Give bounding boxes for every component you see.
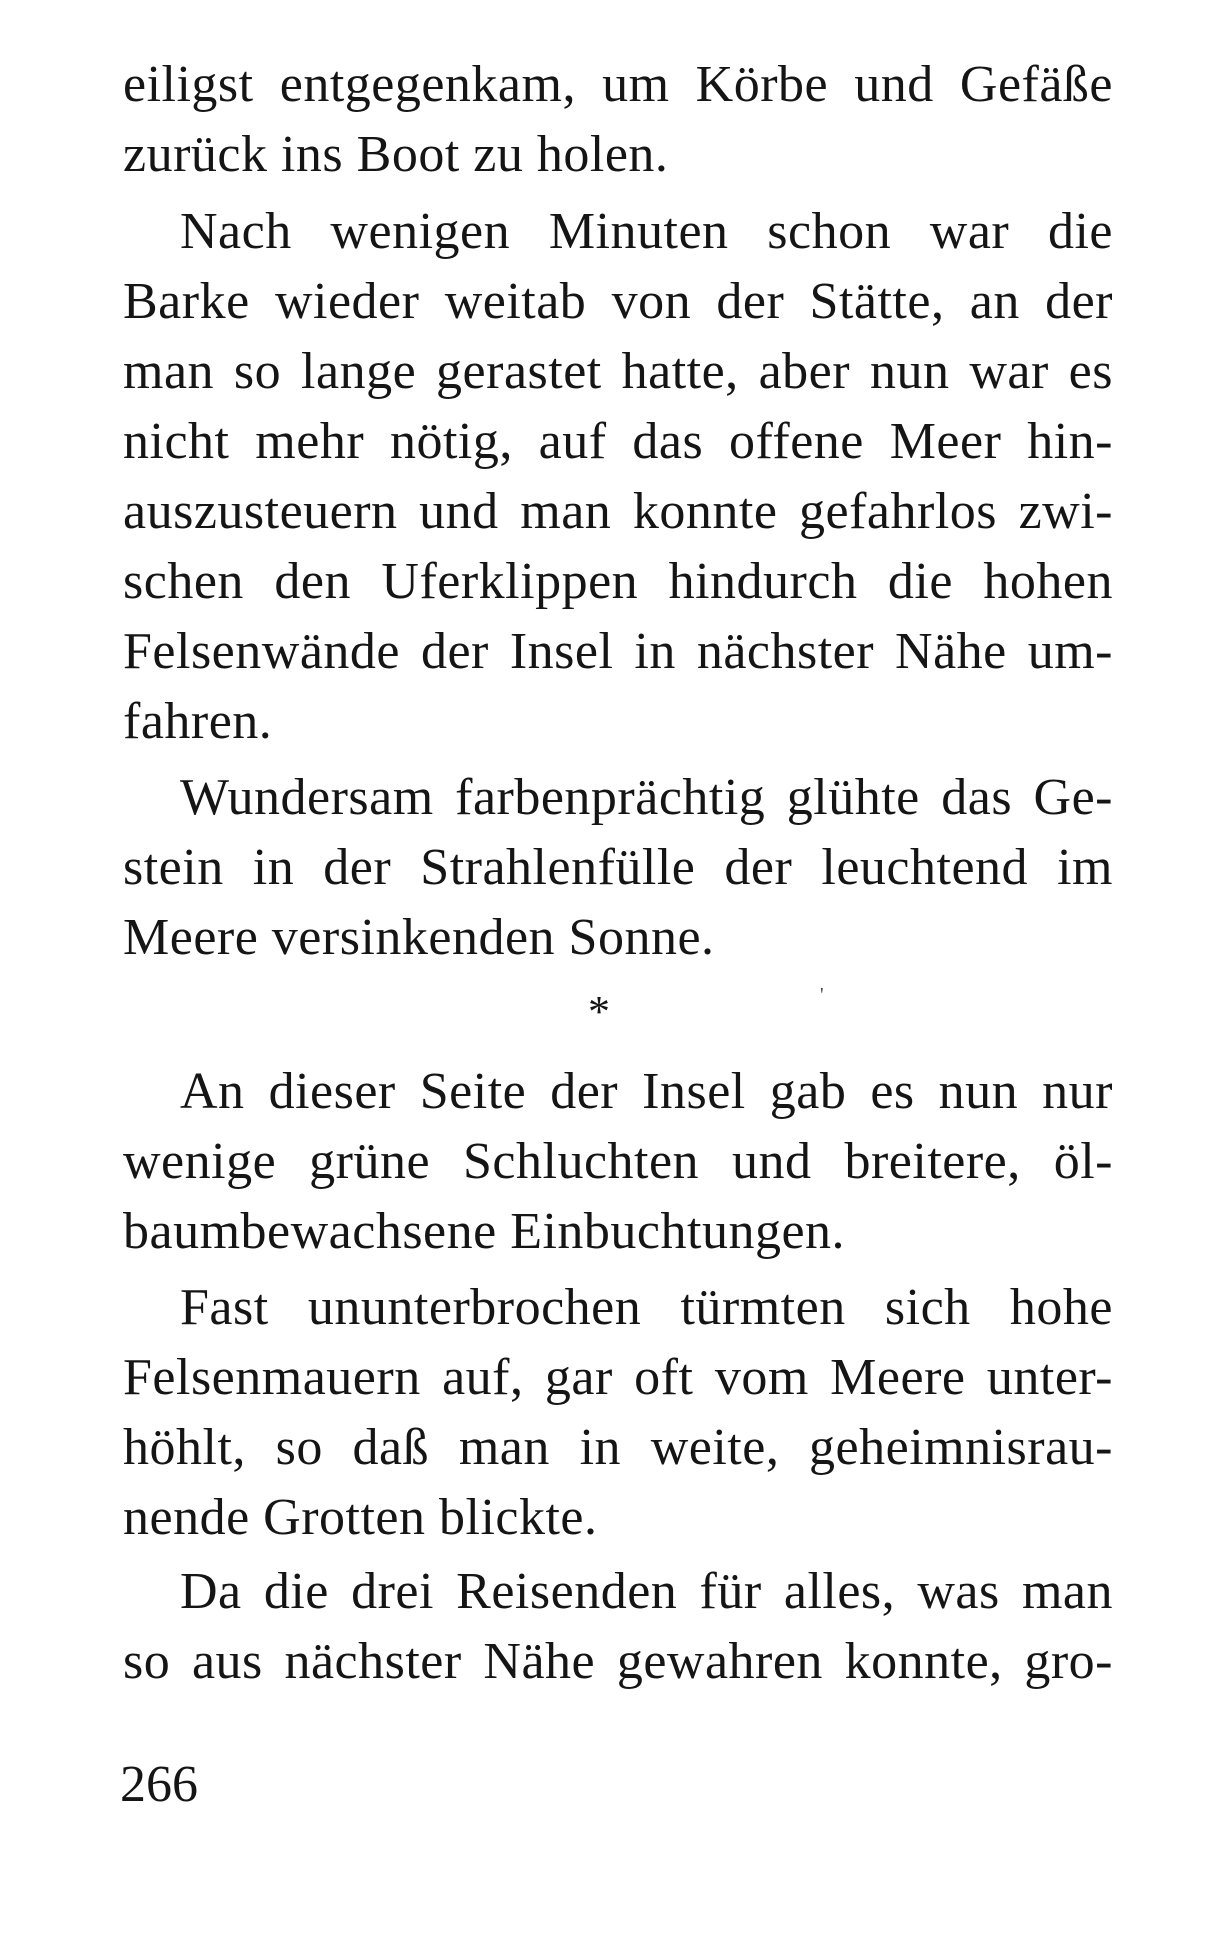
text-line: Nach wenigen Minuten schon war die <box>180 203 1113 260</box>
text-line: baumbewachsene Einbuchtungen. <box>123 1203 846 1260</box>
text-line: Wundersam farbenprächtig glühte das Ge- <box>180 769 1113 826</box>
text-line: fahren. <box>123 693 273 750</box>
section-break-asterisk: * <box>588 987 610 1036</box>
text-line: stein in der Strahlenfülle der leuchtend im <box>123 839 1113 896</box>
text-line: Da die drei Reisenden für alles, was man <box>180 1563 1113 1620</box>
text-line: Felsenwände der Insel in nächster Nähe um- <box>123 623 1113 680</box>
text-line: eiligst entgegenkam, um Körbe und Gefäße <box>123 56 1113 113</box>
text-line: Fast ununterbrochen türmten sich hohe <box>180 1279 1113 1336</box>
text-line: nende Grotten blickte. <box>123 1489 598 1546</box>
page-number: 266 <box>120 1756 198 1813</box>
text-line: Felsenmauern auf, gar oft vom Meere unter- <box>123 1349 1113 1406</box>
text-line: schen den Uferklippen hindurch die hohen <box>123 553 1113 610</box>
print-speck: ' <box>820 984 824 1006</box>
text-line: Meere versinkenden Sonne. <box>123 909 715 966</box>
text-line: man so lange gerastet hatte, aber nun war es <box>123 343 1113 400</box>
text-line: nicht mehr nötig, auf das offene Meer hin- <box>123 413 1113 470</box>
text-line: so aus nächster Nähe gewahren konnte, gro- <box>123 1633 1113 1690</box>
text-line: auszusteuern und man konnte gefahrlos zwi- <box>123 483 1113 540</box>
text-line: zurück ins Boot zu holen. <box>123 126 669 183</box>
text-line: wenige grüne Schluchten und breitere, öl- <box>123 1133 1113 1190</box>
text-line: höhlt, so daß man in weite, geheimnisrau- <box>123 1419 1113 1476</box>
text-line: Barke wieder weitab von der Stätte, an der <box>123 273 1113 330</box>
text-line: An dieser Seite der Insel gab es nun nur <box>180 1063 1113 1120</box>
